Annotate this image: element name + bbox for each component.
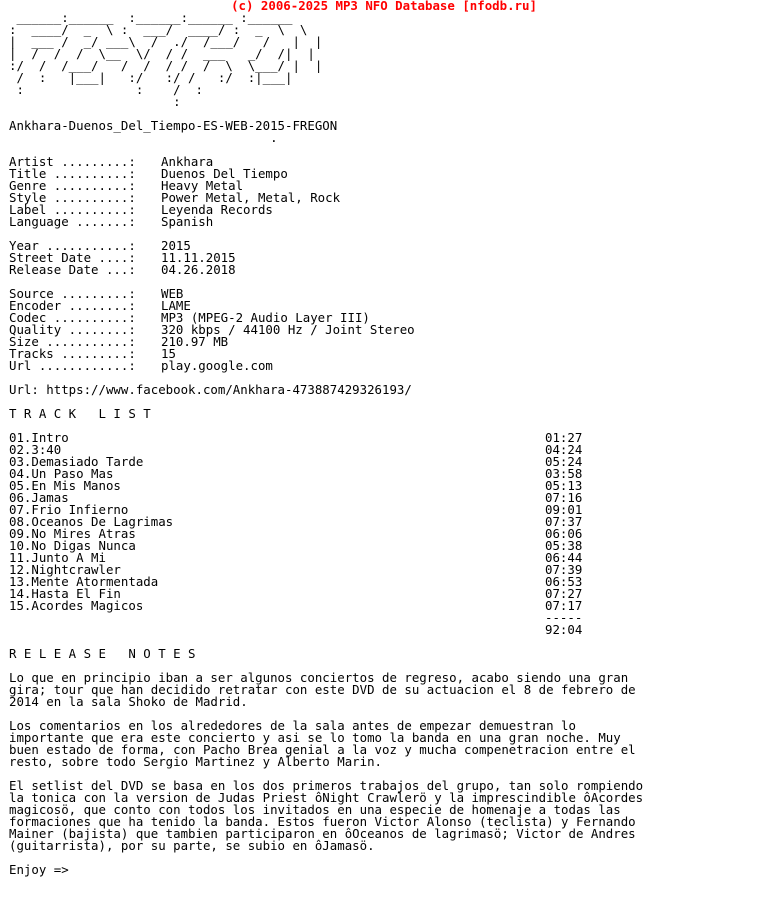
notes-line: gira; tour que han decidido retratar con este DVD de su actuacion el 8 de febrero de — [9, 682, 636, 697]
notes-line: resto, sobre todo Sergio Martinez y Alberto Marin. — [9, 754, 382, 769]
logo-line: ______:______ :______:______ :______ — [9, 10, 300, 25]
track-time: 05:13 — [545, 478, 583, 493]
info-row — [9, 216, 761, 228]
info-row — [9, 264, 761, 276]
info-key: Artist .........: — [9, 154, 136, 169]
track-name: 09.No Mires Atras — [9, 526, 136, 541]
total-spacer — [9, 612, 545, 624]
info-row — [9, 360, 761, 372]
track-name: 05.En Mis Manos — [9, 478, 121, 493]
closing-text: Enjoy => — [9, 862, 69, 877]
notes-line: formaciones que ha tenido la banda. Estos fueron Victor Alonso (teclista) y Fernando — [9, 814, 636, 829]
info-key: Tracks .........: — [9, 346, 136, 361]
track-time: 03:58 — [545, 466, 583, 481]
info-key: Source .........: — [9, 286, 136, 301]
notes-heading: R E L E A S E N O T E S — [9, 646, 196, 661]
track-time: 05:24 — [545, 454, 583, 469]
release-notes — [9, 672, 761, 864]
track-row — [9, 480, 761, 492]
track-name: 14.Hasta El Fin — [9, 586, 121, 601]
info-key: Release Date ...: — [9, 262, 136, 277]
release-name: Ankhara-Duenos_Del_Tiempo-ES-WEB-2015-FREGON — [9, 118, 338, 133]
track-row — [9, 576, 761, 588]
track-name: 04.Un Paso Mas — [9, 466, 114, 481]
track-row — [9, 600, 761, 612]
notes-line: (guitarrista), por su parte, se subio en ôJamasö. — [9, 838, 375, 853]
notes-line: Los comentarios en los alrededores de la sala antes de empezar demuestran lo — [9, 718, 576, 733]
ascii-logo — [9, 12, 761, 108]
track-name: 06.Jamas — [9, 490, 69, 505]
info-key: Encoder ........: — [9, 298, 136, 313]
notes-line: importante que era este concierto y asi se lo tomo la banda en una gran noche. Muy — [9, 730, 621, 745]
info-key: Style ..........: — [9, 190, 136, 205]
track-row — [9, 432, 761, 444]
info-value: Duenos Del Tiempo — [161, 166, 288, 181]
notes-line: Lo que en principio iban a ser algunos conciertos de regreso, acabo siendo una gran — [9, 670, 629, 685]
info-value: Leyenda Records — [161, 202, 273, 217]
notes-line: 2014 en la sala Shoko de Madrid. — [9, 694, 248, 709]
track-time: 06:06 — [545, 526, 583, 541]
copyright-header-link[interactable]: (c) 2006-2025 MP3 NFO Database [nfodb.ru] — [231, 0, 537, 13]
track-time: 07:39 — [545, 562, 583, 577]
info-value: 2015 — [161, 238, 191, 253]
info-key: Street Date ....: — [9, 250, 136, 265]
logo-line: : — [9, 94, 181, 109]
logo-line: : ____/ _ \ : ___/ ____/ : _ \ \ — [9, 22, 308, 37]
info-key: Genre ..........: — [9, 178, 136, 193]
notes-line: la tonica con la version de Judas Priest ôNight Crawlerö y la imprescindible ôAcordes — [9, 790, 644, 805]
notes-gap — [9, 852, 761, 864]
logo-line: :/ / /___/ / / / / / \ \___/ | | — [9, 58, 323, 73]
info-key: Quality ........: — [9, 322, 136, 337]
track-row — [9, 456, 761, 468]
track-time: 06:53 — [545, 574, 583, 589]
track-time: 07:16 — [545, 490, 583, 505]
info-value: Spanish — [161, 214, 214, 229]
track-name: 01.Intro — [9, 430, 69, 445]
track-name: 08.Oceanos De Lagrimas — [9, 514, 174, 529]
logo-line: | ___ / _/ ___\ / ./ /___/ / | | — [9, 34, 323, 49]
track-row — [9, 540, 761, 552]
nfo-document — [9, 12, 761, 876]
info-key: Label ..........: — [9, 202, 136, 217]
track-time: 01:27 — [545, 430, 583, 445]
track-name: 11.Junto A Mi — [9, 550, 106, 565]
track-name: 07.Frio Infierno — [9, 502, 129, 517]
logo-line: / : |___| :/ :/ / :/ :|___| — [9, 70, 293, 85]
release-name-dot: . — [9, 130, 278, 145]
info-value: Power Metal, Metal, Rock — [161, 190, 341, 205]
total-time: 92:04 — [545, 622, 583, 637]
info-value: Ankhara — [161, 154, 214, 169]
info-key: Size ...........: — [9, 334, 136, 349]
info-value: 15 — [161, 346, 176, 361]
total-separator: ----- — [545, 610, 583, 625]
notes-paragraph — [9, 780, 761, 852]
track-row — [9, 552, 761, 564]
track-name: 10.No Digas Nunca — [9, 538, 136, 553]
info-value: LAME — [161, 298, 191, 313]
track-name: 15.Acordes Magicos — [9, 598, 144, 613]
logo-line: | / / / \__ \/ / / ___ _/ /| | — [9, 46, 315, 61]
notes-paragraph — [9, 672, 761, 708]
track-time: 09:01 — [545, 502, 583, 517]
track-name: 03.Demasiado Tarde — [9, 454, 144, 469]
track-time: 06:44 — [545, 550, 583, 565]
info-value: 320 kbps / 44100 Hz / Joint Stereo — [161, 322, 415, 337]
notes-line: buen estado de forma, con Pacho Brea genial a la voz y mucha compenetracion entre el — [9, 742, 636, 757]
track-name: 02.3:40 — [9, 442, 62, 457]
logo-line: : : / : — [9, 82, 278, 97]
info-value: MP3 (MPEG-2 Audio Layer III) — [161, 310, 370, 325]
track-name: 13.Mente Atormentada — [9, 574, 159, 589]
total-spacer — [9, 624, 545, 636]
info-value: play.google.com — [161, 358, 273, 373]
notes-line: Mainer (bajista) que tambien participaron en ôOceanos de lagrimasö; Victor de Andres — [9, 826, 636, 841]
info-value: Heavy Metal — [161, 178, 244, 193]
info-value: 11.11.2015 — [161, 250, 236, 265]
track-list — [9, 432, 761, 612]
track-time: 04:24 — [545, 442, 583, 457]
info-key: Codec ..........: — [9, 310, 136, 325]
track-row — [9, 468, 761, 480]
info-key: Language .......: — [9, 214, 136, 229]
notes-paragraph — [9, 720, 761, 768]
info-value: 04.26.2018 — [161, 262, 236, 277]
info-key: Year ...........: — [9, 238, 136, 253]
facebook-url: Url: https://www.facebook.com/Ankhara-473887429326193/ — [9, 382, 412, 397]
release-info — [9, 156, 761, 384]
track-time: 07:37 — [545, 514, 583, 529]
track-name: 12.Nightcrawler — [9, 562, 121, 577]
track-time: 07:17 — [545, 598, 583, 613]
notes-line: magicosö, que conto con todos los invitados en una especie de homenaje a todas las — [9, 802, 621, 817]
info-value: WEB — [161, 286, 184, 301]
track-time: 07:27 — [545, 586, 583, 601]
track-time: 05:38 — [545, 538, 583, 553]
notes-line: El setlist del DVD se basa en los dos primeros trabajos del grupo, tan solo rompiendo — [9, 778, 644, 793]
info-key: Url ............: — [9, 358, 136, 373]
info-value: 210.97 MB — [161, 334, 229, 349]
tracklist-heading: T R A C K L I S T — [9, 406, 151, 421]
info-key: Title ..........: — [9, 166, 136, 181]
